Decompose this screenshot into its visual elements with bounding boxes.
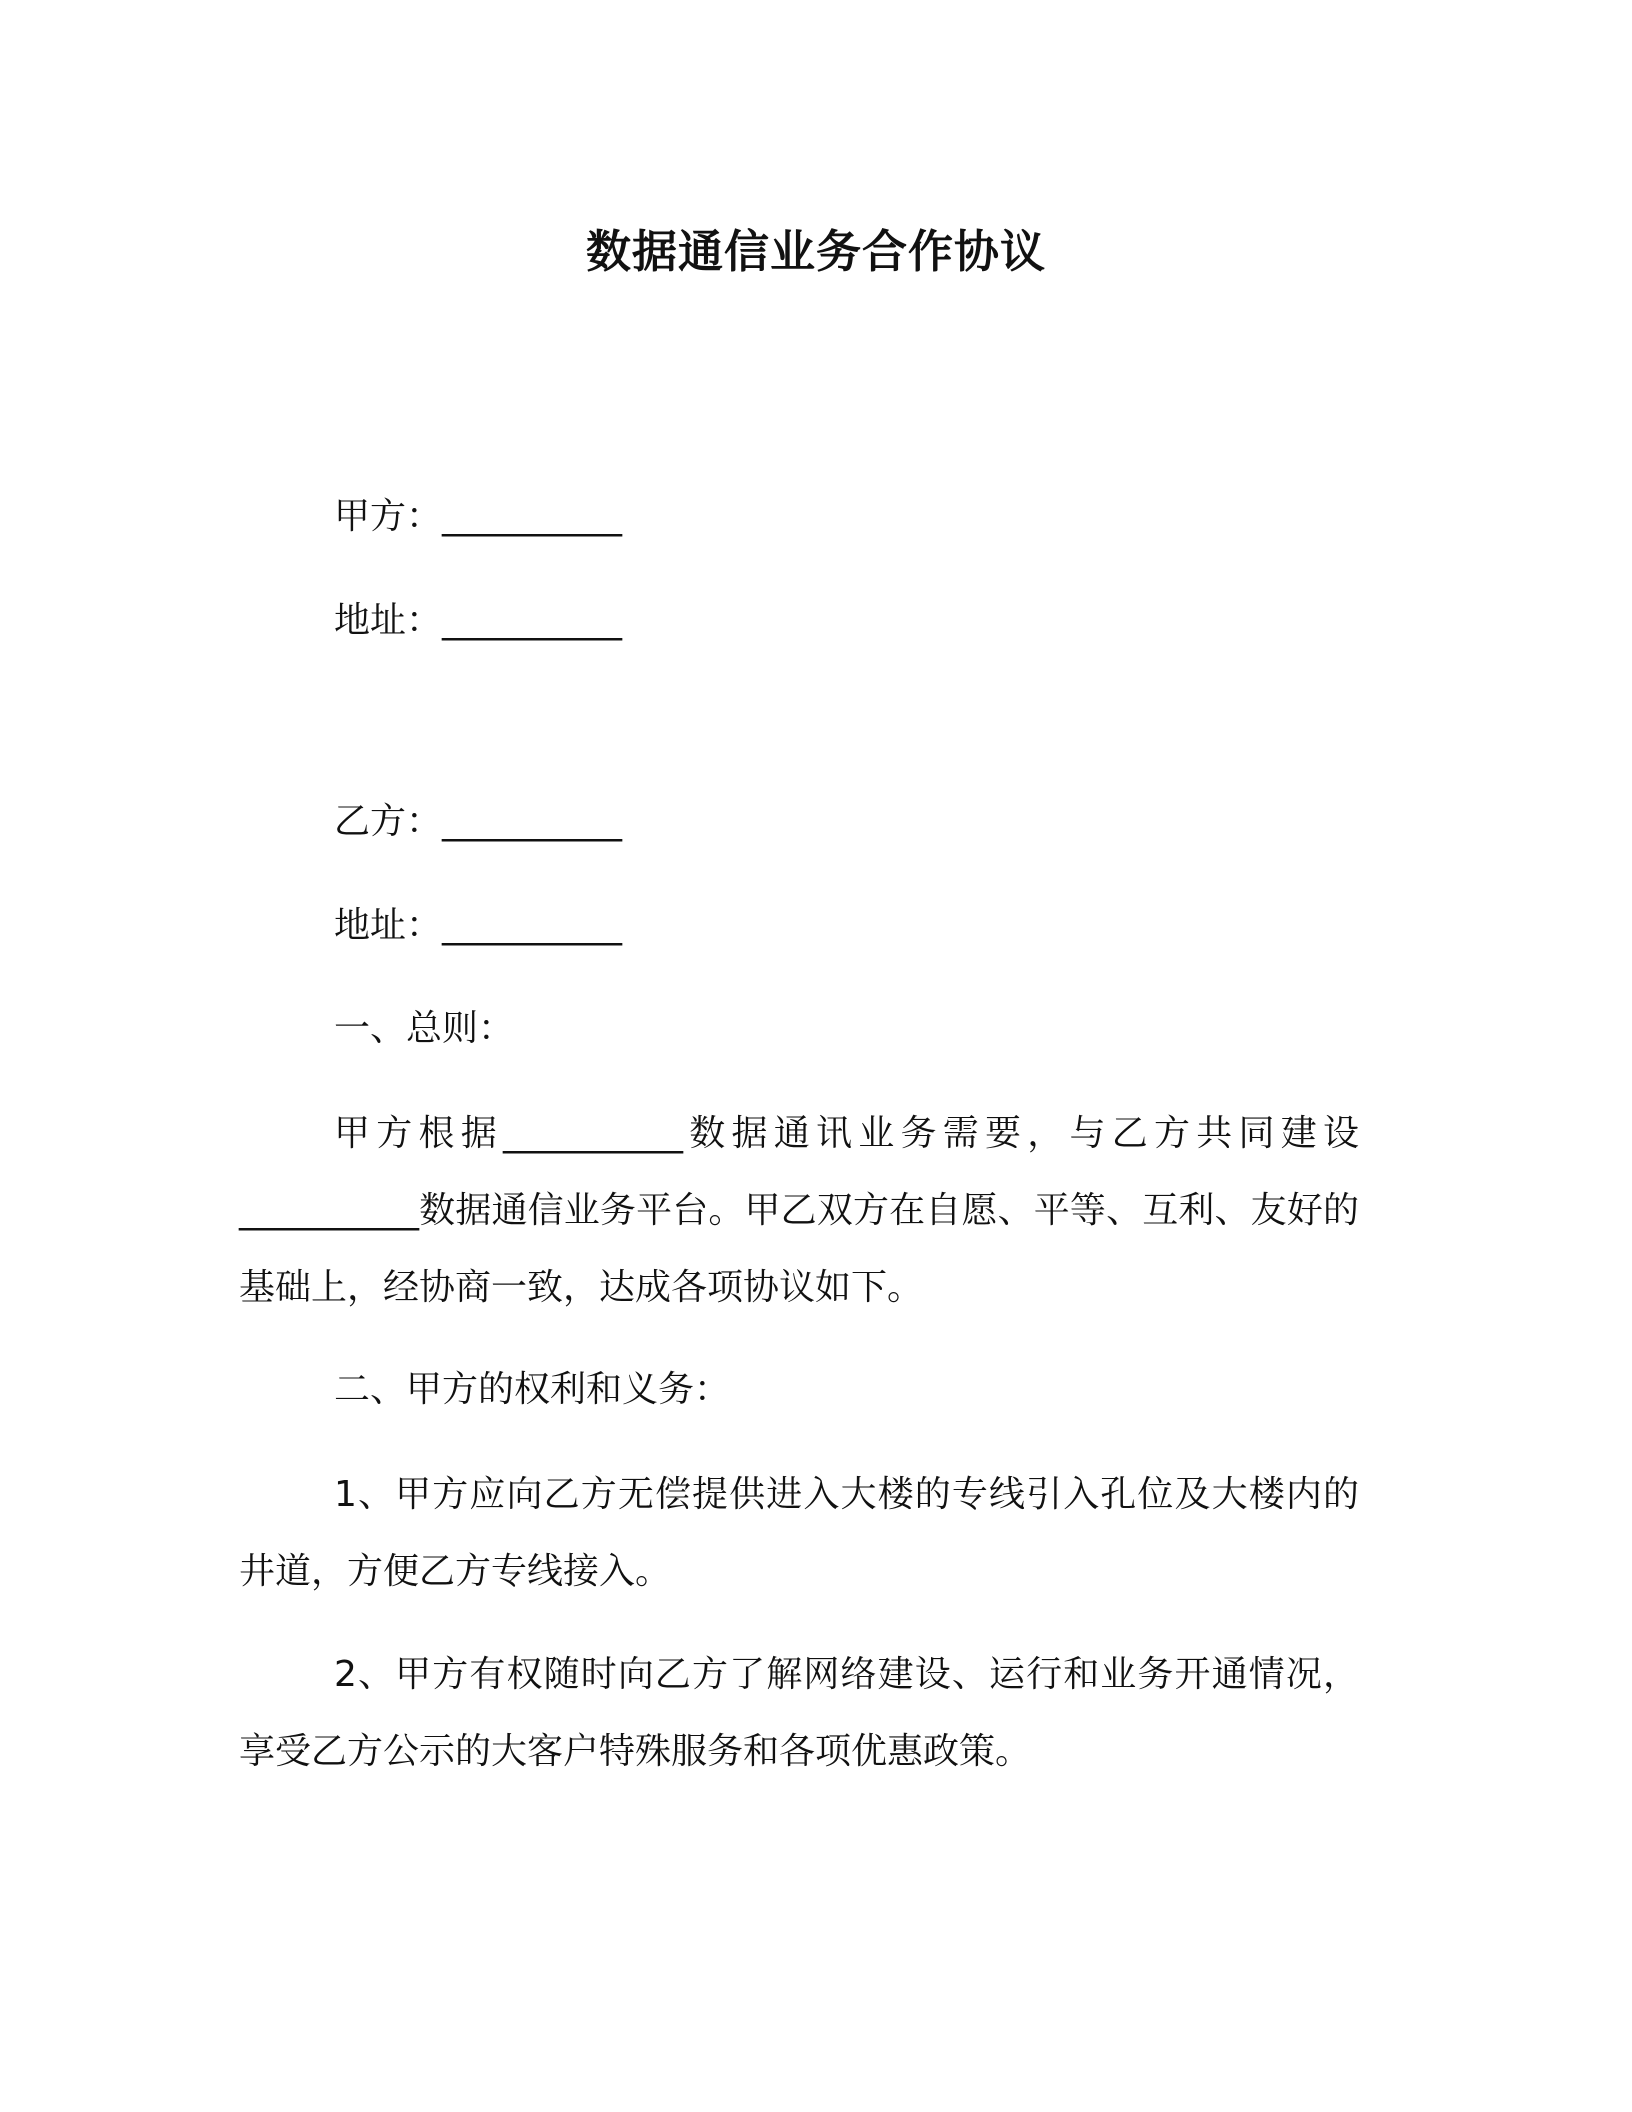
party-b-line	[334, 797, 622, 847]
party-a-line	[334, 492, 622, 542]
party-b-label: 乙方：	[334, 801, 443, 842]
party-b-value: __________	[442, 801, 623, 842]
party-b-address-value: __________	[442, 905, 623, 946]
section1-body: 甲方根据__________数据通讯业务需要，与乙方共同建设__________数据通信业务平台。甲乙双方在自愿、平等、互利、友好的基础上，经协商一致，达成各项协议如下。	[239, 1113, 1359, 1308]
party-a-label: 甲方：	[334, 496, 443, 537]
section1-heading: 一、总则：	[334, 1008, 515, 1049]
section2-heading: 二、甲方的权利和义务：	[334, 1369, 731, 1410]
party-a-value: __________	[442, 496, 623, 537]
party-b-address-line	[334, 901, 622, 951]
document-title: 数据通信业务合作协议	[585, 225, 1046, 278]
party-a-address-label: 地址：	[334, 600, 443, 641]
section2-item-1: 1、甲方应向乙方无偿提供进入大楼的专线引入孔位及大楼内的井道，方便乙方专线接入。	[239, 1474, 1359, 1592]
party-b-address-label: 地址：	[334, 905, 443, 946]
party-a-address-value: __________	[442, 600, 623, 641]
party-a-address-line	[334, 596, 622, 646]
section2-item-2: 2、甲方有权随时向乙方了解网络建设、运行和业务开通情况，享受乙方公示的大客户特殊服务和各项优惠政策。	[239, 1654, 1359, 1772]
